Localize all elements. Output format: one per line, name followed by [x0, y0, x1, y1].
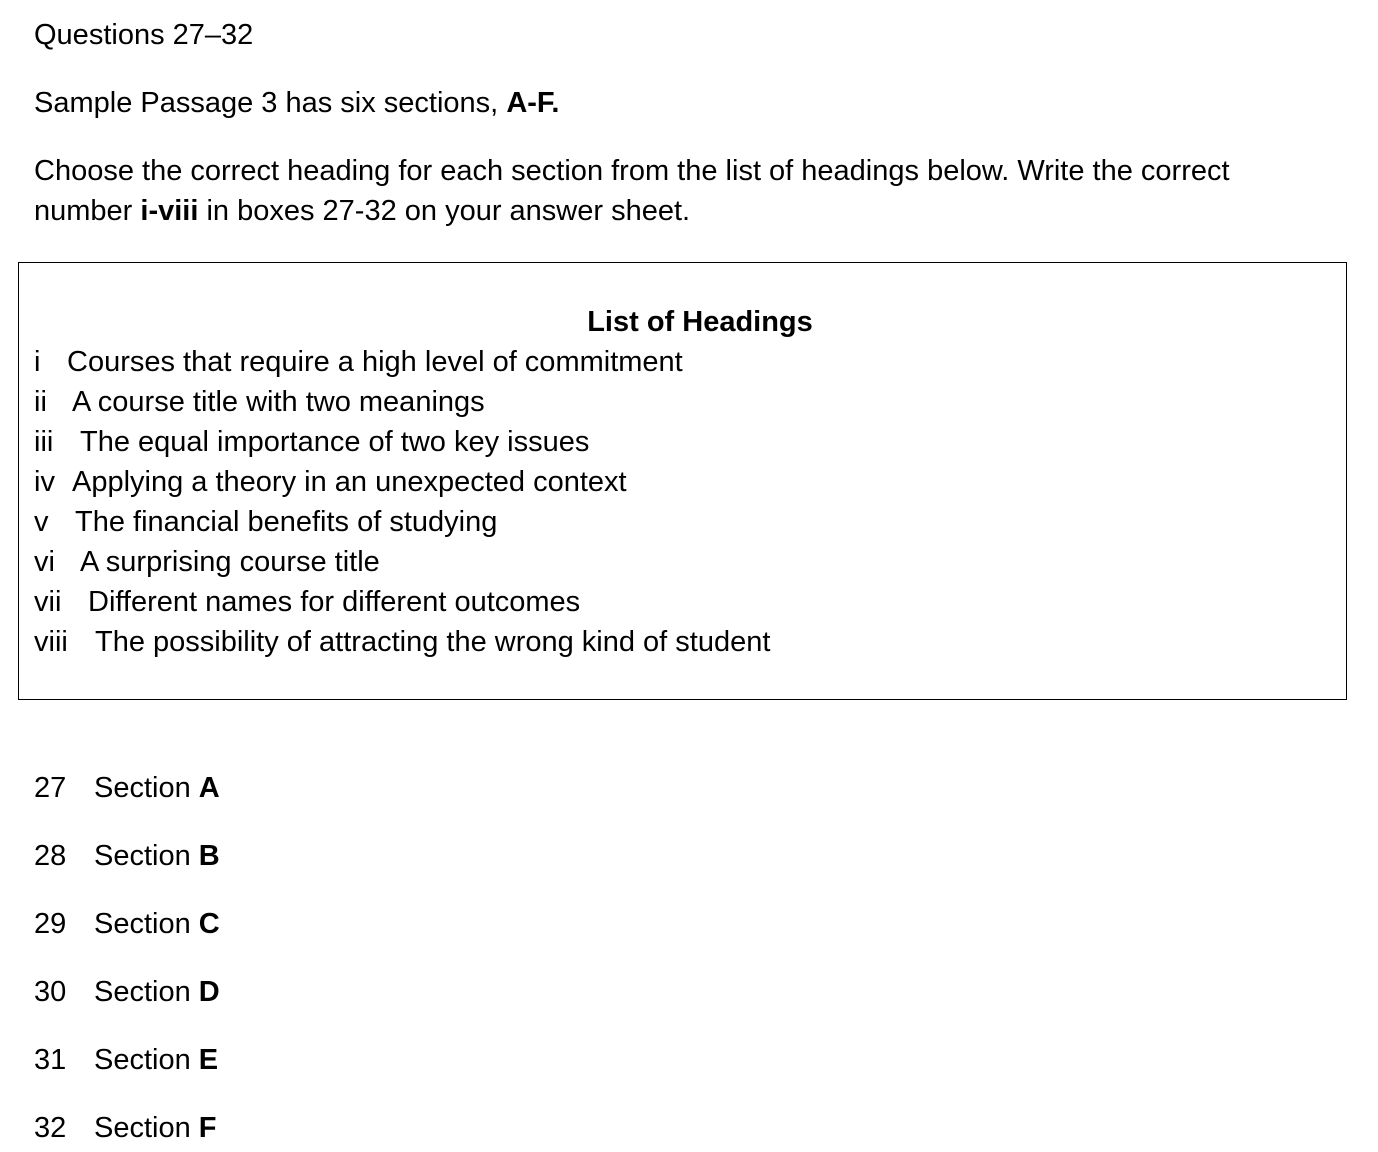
question-label: Section	[94, 908, 199, 940]
heading-numeral: ii	[34, 386, 47, 418]
heading-numeral: v	[34, 506, 49, 538]
question-number: 28	[34, 840, 67, 872]
heading-text: A course title with two meanings	[72, 386, 485, 418]
instructions-suffix: in boxes 27-32 on your answer sheet.	[198, 195, 691, 227]
heading-numeral: viii	[34, 626, 68, 658]
heading-text: The equal importance of two key issues	[80, 426, 590, 458]
question-30	[34, 975, 220, 1009]
page-title: Questions 27–32	[34, 19, 254, 51]
question-31	[34, 1043, 218, 1077]
instructions-line-1: Choose the correct heading for each section from the list of headings below. Write the correct	[34, 155, 1230, 187]
heading-numeral: iv	[34, 466, 55, 498]
heading-numeral: vi	[34, 546, 55, 578]
heading-item-v	[34, 505, 497, 539]
instructions-line-2	[34, 194, 690, 228]
instructions-prefix: number	[34, 195, 141, 227]
question-label: Section	[94, 1044, 199, 1076]
heading-text: A surprising course title	[80, 546, 380, 578]
heading-item-vii	[34, 585, 580, 619]
section-letter: D	[198, 976, 220, 1008]
heading-item-i	[34, 345, 683, 379]
heading-item-vi	[34, 545, 380, 579]
list-of-headings-box	[18, 262, 1347, 700]
section-letter: B	[198, 840, 220, 872]
question-label: Section	[94, 1112, 199, 1144]
heading-numeral: iii	[34, 426, 54, 458]
heading-text: Applying a theory in an unexpected context	[72, 466, 627, 498]
heading-text: The possibility of attracting the wrong kind of student	[95, 626, 771, 658]
heading-item-iii	[34, 425, 589, 459]
question-number: 32	[34, 1112, 67, 1144]
heading-text: Courses that require a high level of commitment	[67, 346, 683, 378]
section-letter: C	[198, 908, 220, 940]
intro-paragraph	[34, 86, 559, 120]
question-number: 29	[34, 908, 67, 940]
question-label: Section	[94, 976, 199, 1008]
heading-numeral: vii	[34, 586, 62, 618]
question-28	[34, 839, 220, 873]
section-letter: F	[198, 1112, 217, 1144]
question-number: 27	[34, 772, 67, 804]
question-32	[34, 1111, 217, 1145]
heading-text: Different names for different outcomes	[88, 586, 581, 618]
list-of-headings-title: List of Headings	[587, 306, 813, 338]
section-letter: E	[198, 1044, 219, 1076]
instructions-numeral-range: i-viii	[140, 195, 199, 227]
heading-text: The financial benefits of studying	[75, 506, 498, 538]
section-letter: A	[198, 772, 220, 804]
question-27	[34, 771, 220, 805]
heading-item-ii	[34, 385, 485, 419]
heading-numeral: i	[34, 346, 41, 378]
question-number: 30	[34, 976, 67, 1008]
question-29	[34, 907, 220, 941]
intro-text: Sample Passage 3 has six sections,	[34, 87, 507, 119]
question-label: Section	[94, 840, 199, 872]
question-label: Section	[94, 772, 199, 804]
heading-item-viii	[34, 625, 770, 659]
heading-item-iv	[34, 465, 627, 499]
intro-sections-range: A-F.	[506, 87, 560, 119]
question-number: 31	[34, 1044, 67, 1076]
